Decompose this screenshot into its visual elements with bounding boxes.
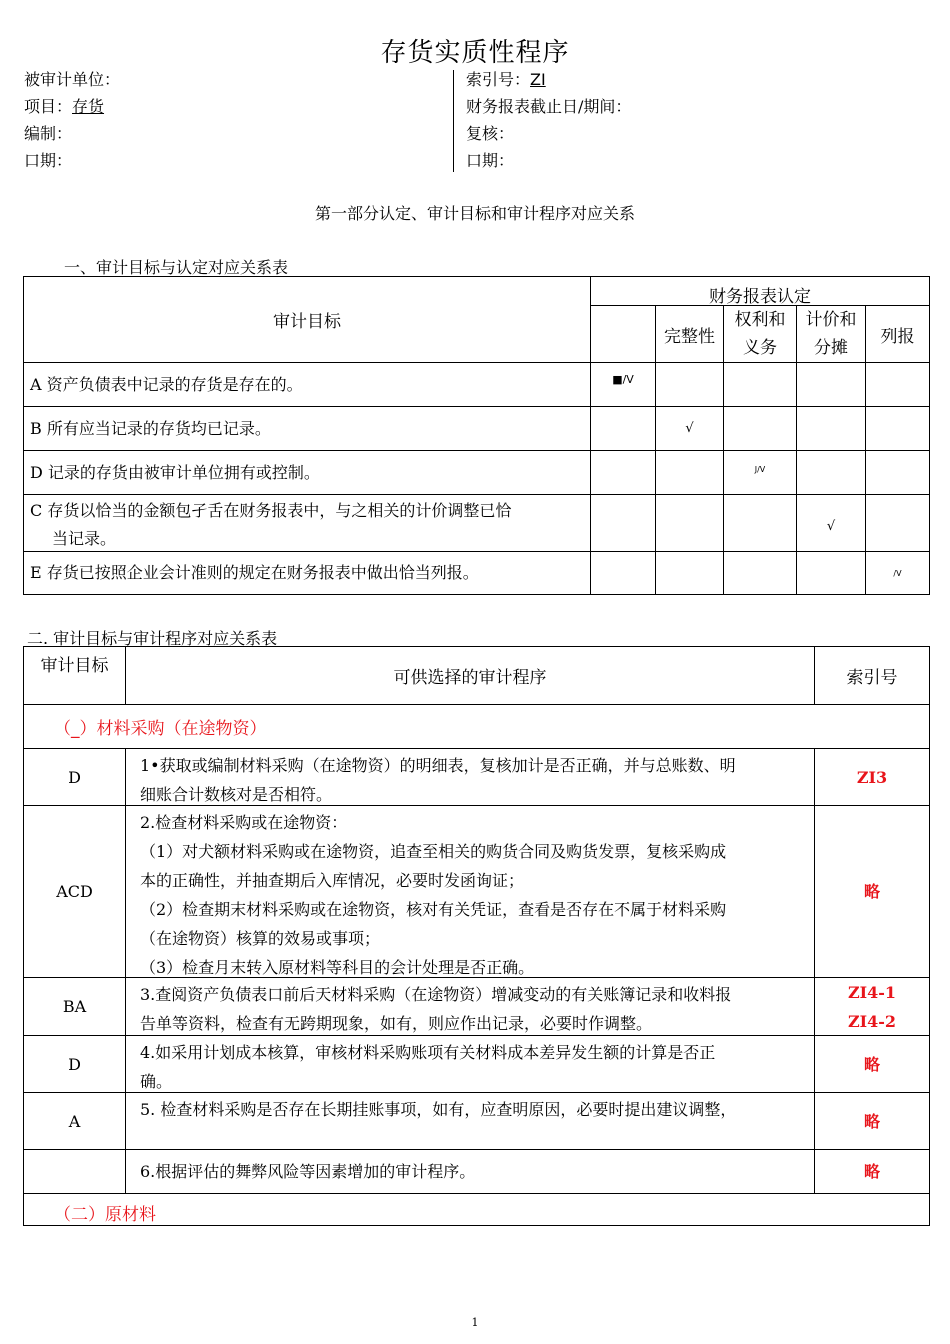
document-title: 存货实质性程序 bbox=[380, 38, 570, 68]
t2-row2-procedure bbox=[125, 805, 815, 978]
t1-row-e-mark: /V bbox=[893, 568, 902, 578]
t1-row-b-c2 bbox=[655, 406, 724, 451]
t1-col-valuation bbox=[796, 305, 866, 363]
reviewer-label: 复核： bbox=[466, 124, 515, 143]
t2-row2-objective: ACD bbox=[23, 805, 126, 978]
t1-row-d-c4 bbox=[796, 450, 866, 495]
t2-row3-objective: BA bbox=[23, 977, 126, 1036]
index-value: ZI bbox=[530, 70, 546, 89]
t2-group-materials-purchase: （_）材料采购（在途物资） bbox=[23, 704, 930, 749]
t2-row6-index: 略 bbox=[814, 1149, 930, 1194]
t2-row2-line2: （1）对犬额材料采购或在途物资，追查至相关的购货合同及购货发票，复核采购成 bbox=[140, 842, 727, 861]
part-title: 第一部分认定、审计目标和审计程序对应关系 bbox=[314, 204, 635, 223]
t1-col-rights bbox=[723, 305, 797, 363]
t2-row4-procedure bbox=[125, 1035, 815, 1093]
t2-row4-index: 略 bbox=[814, 1035, 930, 1093]
page-number: 1 bbox=[471, 1316, 479, 1329]
t1-row-b-c3 bbox=[723, 406, 797, 451]
header-right-block bbox=[466, 66, 631, 174]
t2-row2-line3: 本的正确性，并抽查期后入库情况，必要时发函询证； bbox=[140, 871, 525, 890]
t1-row-e-c4 bbox=[796, 551, 866, 595]
t1-row-b-c1 bbox=[590, 406, 656, 451]
date-label-left: 口期： bbox=[24, 151, 73, 170]
t2-row5-line1: 5. 检查材料采购是否存在长期挂账事项，如有，应查明原因，必要时提出建议调整， bbox=[140, 1100, 737, 1119]
t1-col-valuation-line2: 分摊 bbox=[814, 338, 848, 358]
t1-row-b-c5 bbox=[865, 406, 930, 451]
t1-row-a-mark: ■/V bbox=[612, 373, 634, 386]
t1-col-valuation-line1: 计价和 bbox=[805, 310, 857, 330]
project-value: 存货 bbox=[72, 97, 105, 116]
t2-row5-procedure bbox=[125, 1092, 815, 1150]
t1-col-rights-line2: 义务 bbox=[743, 338, 777, 358]
t1-row-d-c5 bbox=[865, 450, 930, 495]
t1-row-d-text: D 记录的存货由被审计单位拥有或控制。 bbox=[23, 450, 591, 495]
project-line bbox=[24, 93, 120, 120]
t1-col-presentation: 列报 bbox=[865, 305, 930, 363]
t2-row3-line1: 3.查阅资产负债表口前后天材料采购（在途物资）增减变动的有关账簿记录和收料报 bbox=[140, 985, 732, 1004]
t2-group-raw-materials: （二）原材料 bbox=[23, 1193, 930, 1226]
t2-row4-line2: 确。 bbox=[140, 1072, 173, 1091]
t1-row-d-c3 bbox=[723, 450, 797, 495]
t1-row-c-c2 bbox=[655, 494, 724, 552]
t1-row-e-text: E 存货已按照企业会计准则的规定在财务报表中做出恰当列报。 bbox=[23, 551, 591, 595]
t1-col-rights-line1: 权利和 bbox=[734, 310, 786, 330]
t1-header-assertions: 财务报表认定 bbox=[590, 276, 930, 306]
t1-col-existence bbox=[590, 305, 656, 363]
t2-row6-procedure bbox=[125, 1149, 815, 1194]
t2-row2-index: 略 bbox=[814, 805, 930, 978]
t1-row-a-c5 bbox=[865, 362, 930, 407]
t2-row1-objective: D bbox=[23, 748, 126, 806]
t1-row-c-text bbox=[23, 494, 591, 552]
t2-row6-line1: 6.根据评估的舞弊风险等因素增加的审计程序。 bbox=[140, 1162, 476, 1181]
t1-row-c-c1 bbox=[590, 494, 656, 552]
t1-col-completeness: 完整性 bbox=[655, 305, 724, 363]
t1-row-e-c5 bbox=[865, 551, 930, 595]
t1-row-a-c3 bbox=[723, 362, 797, 407]
t1-header-objective: 审计目标 bbox=[23, 276, 591, 363]
procedure-table bbox=[23, 646, 930, 1226]
t2-row3-line2: 告单等资料，检查有无跨期现象，如有，则应作出记录，必要时作调整。 bbox=[140, 1014, 653, 1033]
t2-row2-line5: （在途物资）核算的效易或事项； bbox=[140, 929, 381, 948]
section1-title: 一、审计目标与认定对应关系表 bbox=[64, 258, 289, 277]
index-line bbox=[466, 66, 631, 93]
t2-row1-procedure bbox=[125, 748, 815, 806]
t1-row-c-line1: C 存货以恰当的金额包孑舌在财务报表中，与之相关的计价调整已恰 bbox=[30, 501, 512, 520]
t2-row3-procedure bbox=[125, 977, 815, 1036]
auditee-label: 被审计单位： bbox=[24, 70, 121, 89]
t1-row-d-mark: J/V bbox=[754, 465, 766, 474]
t1-row-a-c1 bbox=[590, 362, 656, 407]
t2-row3-index-2: ZI4-2 bbox=[847, 1012, 897, 1031]
t1-row-e-c1 bbox=[590, 551, 656, 595]
t2-row5-index: 略 bbox=[814, 1092, 930, 1150]
header-divider bbox=[453, 70, 454, 172]
t1-row-b-c4 bbox=[796, 406, 866, 451]
project-label: 项目： bbox=[24, 97, 73, 116]
t2-header-procedure: 可供选择的审计程序 bbox=[125, 646, 815, 705]
t2-row1-line2: 细账合计数核对是否相符。 bbox=[140, 785, 333, 804]
t2-row4-objective: D bbox=[23, 1035, 126, 1093]
t2-row2-line1: 2.检查材料采购或在途物资： bbox=[140, 813, 348, 832]
t1-row-c-mark: √ bbox=[826, 518, 836, 534]
t1-row-c-c5 bbox=[865, 494, 930, 552]
t1-row-a-c2 bbox=[655, 362, 724, 407]
assertion-table bbox=[23, 276, 930, 595]
t1-row-c-c3 bbox=[723, 494, 797, 552]
section2-title: 二. 审计目标与审计程序对应关系表 bbox=[27, 629, 278, 648]
t1-row-c-c4 bbox=[796, 494, 866, 552]
t1-row-c-line2: 当记录。 bbox=[52, 529, 117, 548]
t2-row1-index: ZI3 bbox=[814, 748, 930, 806]
header-left-block bbox=[24, 66, 120, 174]
t2-header-index: 索引号 bbox=[814, 646, 930, 705]
period-label: 财务报表截止日/期间： bbox=[466, 97, 632, 116]
t2-row2-line4: （2）检查期末材料采购或在途物资，核对有关凭证，查看是否存在不属于材料采购 bbox=[140, 900, 727, 919]
index-label: 索引号： bbox=[466, 70, 531, 89]
t1-row-a-c4 bbox=[796, 362, 866, 407]
date-label-right: 口期： bbox=[466, 151, 515, 170]
t1-row-a-text: A 资产负债表中记录的存货是存在的。 bbox=[23, 362, 591, 407]
t1-row-b-mark: √ bbox=[685, 421, 694, 436]
t2-row6-objective bbox=[23, 1149, 126, 1194]
t1-row-d-c2 bbox=[655, 450, 724, 495]
t2-row3-index-1: ZI4-1 bbox=[847, 983, 897, 1002]
t1-row-d-c1 bbox=[590, 450, 656, 495]
t2-row1-line1: 1•获取或编制材料采购（在途物资）的明细表，复核加计是否正确，并与总账数、明 bbox=[140, 756, 736, 775]
t2-row3-index bbox=[814, 977, 930, 1036]
t2-header-objective: 审计目标 bbox=[23, 646, 126, 705]
t2-row2-line6: （3）检查月末转入原材料等科目的会计处理是否正确。 bbox=[140, 958, 535, 977]
t2-row4-line1: 4.如采用计划成本核算，审核材料采购账项有关材料成本差异发生额的计算是否正 bbox=[140, 1043, 716, 1062]
t1-row-e-c2 bbox=[655, 551, 724, 595]
t1-row-e-c3 bbox=[723, 551, 797, 595]
preparer-label: 编制： bbox=[24, 124, 73, 143]
t2-row5-objective: A bbox=[23, 1092, 126, 1150]
t1-row-b-text: B 所有应当记录的存货均已记录。 bbox=[23, 406, 591, 451]
